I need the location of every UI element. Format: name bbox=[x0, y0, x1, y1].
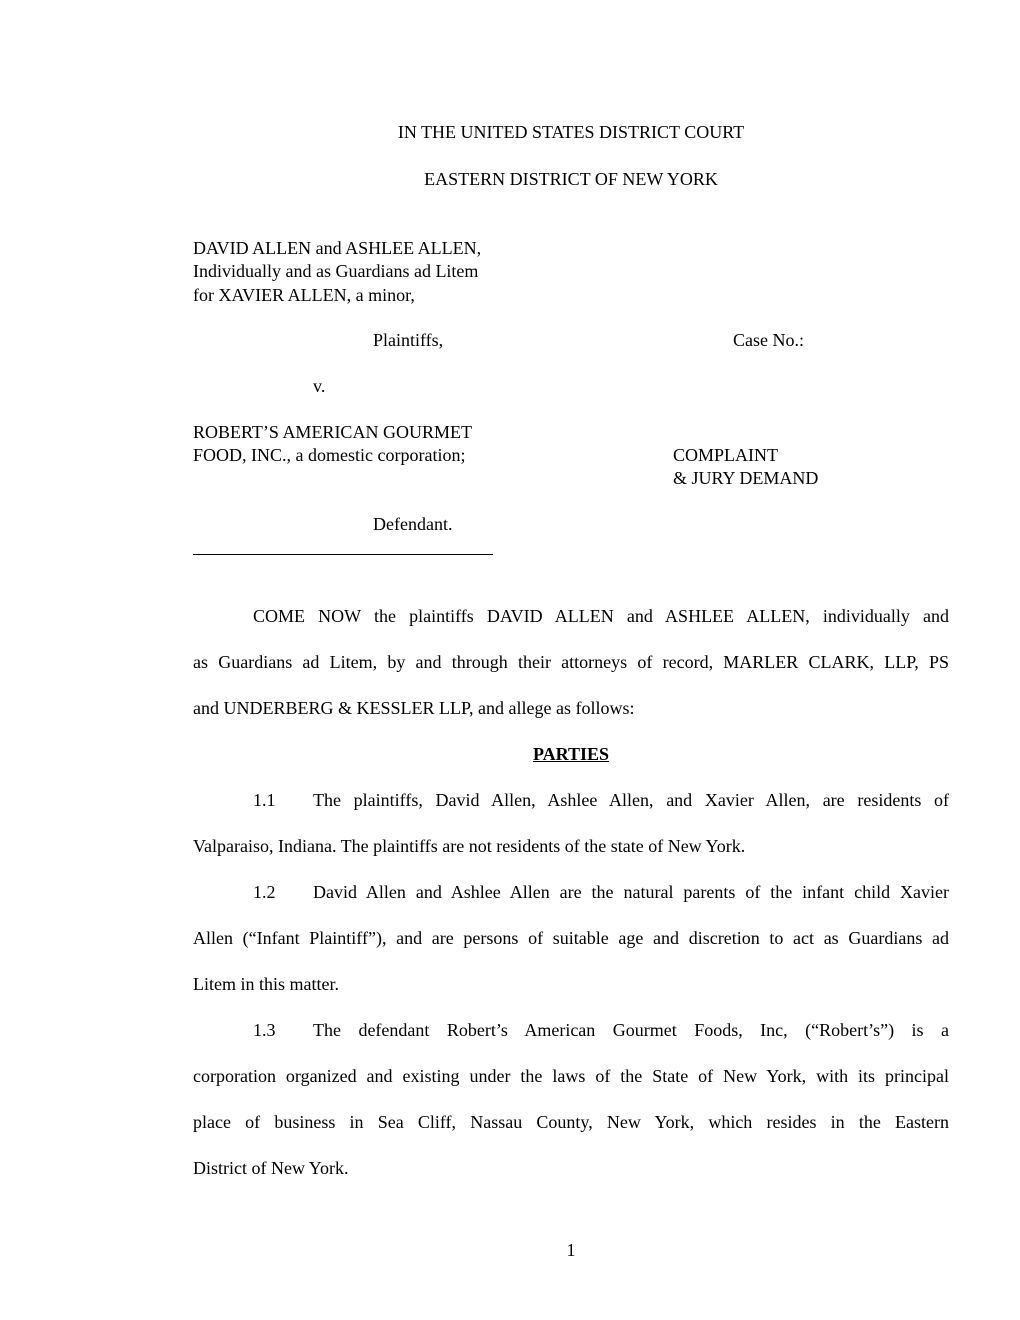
plaintiffs-role: Plaintiffs, bbox=[373, 330, 444, 350]
document-title-line2: & JURY DEMAND bbox=[673, 468, 819, 488]
paragraph-number: 1.3 bbox=[253, 1020, 276, 1040]
defendant-role: Defendant. bbox=[373, 514, 453, 534]
intro-line-1: COME NOW the plaintiffs DAVID ALLEN and ASHLEE ALLEN, individually and bbox=[253, 606, 949, 626]
paragraph-line: Valparaiso, Indiana. The plaintiffs are not residents of the state of New York. bbox=[193, 836, 746, 856]
document-title-line1: COMPLAINT bbox=[673, 445, 779, 465]
paragraph-line: District of New York. bbox=[193, 1158, 349, 1178]
page-number: 1 bbox=[566, 1240, 576, 1260]
intro-line-3: and UNDERBERG & KESSLER LLP, and allege as follows: bbox=[193, 698, 635, 718]
versus-label: v. bbox=[313, 376, 326, 396]
paragraph-line: Allen (“Infant Plaintiff”), and are persons of suitable age and discretion to act as Guardians ad bbox=[193, 928, 949, 948]
defendant-description-line: FOOD, INC., a domestic corporation; bbox=[193, 445, 466, 465]
court-name: IN THE UNITED STATES DISTRICT COURT bbox=[397, 122, 745, 142]
caption-divider-rule bbox=[193, 554, 493, 555]
paragraph-first-line: David Allen and Ashlee Allen are the natural parents of the infant child Xavier bbox=[313, 882, 949, 902]
paragraph-number: 1.1 bbox=[253, 790, 276, 810]
court-district: EASTERN DISTRICT OF NEW YORK bbox=[424, 169, 718, 189]
defendant-name-line: ROBERT’S AMERICAN GOURMET bbox=[193, 422, 472, 442]
paragraph-first-line: The defendant Robert’s American Gourmet Foods, Inc, (“Robert’s”) is a bbox=[313, 1020, 949, 1040]
case-number-label: Case No.: bbox=[733, 330, 804, 350]
paragraph-number: 1.2 bbox=[253, 882, 276, 902]
paragraph-line: Litem in this matter. bbox=[193, 974, 339, 994]
paragraph-first-line: The plaintiffs, David Allen, Ashlee Allen, and Xavier Allen, are residents of bbox=[313, 790, 949, 810]
plaintiffs-name-line: DAVID ALLEN and ASHLEE ALLEN, bbox=[193, 238, 482, 258]
paragraph-line: place of business in Sea Cliff, Nassau County, New York, which resides in the Eastern bbox=[193, 1112, 949, 1132]
plaintiffs-capacity-line: Individually and as Guardians ad Litem bbox=[193, 261, 479, 281]
intro-line-2: as Guardians ad Litem, by and through their attorneys of record, MARLER CLARK, LLP, PS bbox=[193, 652, 949, 672]
plaintiffs-minor-line: for XAVIER ALLEN, a minor, bbox=[193, 285, 415, 305]
paragraph-line: corporation organized and existing under the laws of the State of New York, with its principal bbox=[193, 1066, 949, 1086]
section-heading-text: PARTIES bbox=[532, 744, 610, 764]
section-heading bbox=[193, 742, 949, 766]
